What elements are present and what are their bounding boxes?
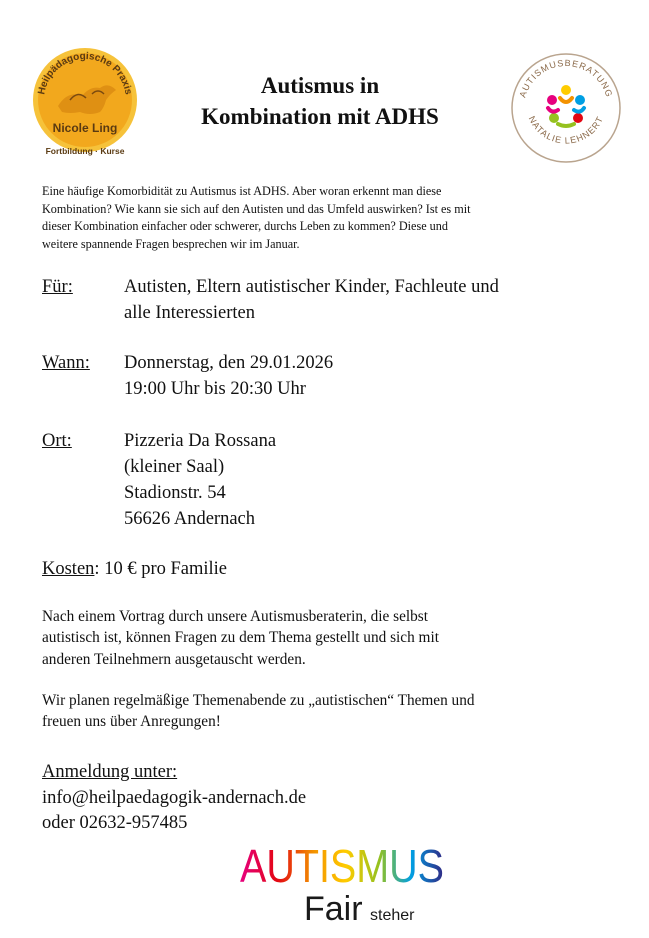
cost-row: Kosten: 10 € pro Familie (42, 559, 227, 579)
intro-paragraph (42, 183, 612, 253)
description-line: anderen Teilnehmern ausgetauscht werden. (42, 650, 306, 668)
contact-block (42, 760, 306, 837)
logo-word-fair: Fair (304, 890, 363, 928)
praxis-logo (30, 42, 140, 162)
date-line: Donnerstag, den 29.01.2026 (124, 353, 334, 373)
cost-label: Kosten (42, 559, 95, 579)
contact-heading: Anmeldung unter: (42, 762, 178, 782)
title-line-1: Autismus in (260, 73, 380, 98)
contact-email[interactable]: info@heilpaedagogik-andernach.de (42, 787, 307, 808)
date-label: Wann: (42, 353, 90, 373)
description-line: Nach einem Vortrag durch unsere Autismusberaterin, die selbst (42, 608, 429, 625)
logo-word-steher: steher (370, 907, 415, 924)
intro-line: weitere spannende Fragen besprechen wir im Januar. (42, 236, 300, 251)
description-line: autistisch ist, können Fragen zu dem Thema gestellt und sich mit (42, 629, 439, 647)
location-line: Stadionstr. 54 (124, 483, 226, 503)
audience-line: alle Interessierten (124, 303, 255, 323)
praxis-logo-bottom-text: Fortbildung · Kurse (45, 146, 125, 156)
praxis-logo-name: Nicole Ling (52, 121, 118, 135)
audience-value (124, 274, 614, 326)
audience-line: Autisten, Eltern autistischer Kinder, Fachleute und (124, 277, 499, 297)
praxis-logo-top-text: Heilpädagogische Praxis (36, 50, 134, 96)
description-paragraph (42, 606, 612, 670)
intro-line: dieser Kombination einfacher oder schwerer, durchs Leben zu kommen? Diese und (42, 219, 448, 233)
audience-label: Für: (42, 277, 73, 297)
location-label: Ort: (42, 431, 72, 451)
cost-value: 10 € pro Familie (104, 559, 227, 579)
plans-line: Wir planen regelmäßige Themenabende zu „autistischen“ Themen und (42, 692, 475, 709)
location-line: 56626 Andernach (124, 509, 256, 529)
plans-line: freuen uns über Anregungen! (42, 713, 221, 731)
contact-phone: oder 02632-957485 (42, 813, 188, 833)
autismus-fairsteher-logo (238, 838, 448, 928)
intro-line: Kombination? Wie kann sie sich auf den Autisten und das Umfeld auswirken? Ist es mit (42, 201, 471, 216)
intro-line: Eine häufige Komorbidität zu Autismus ist ADHS. Aber woran erkennt man diese (42, 184, 442, 198)
beratung-logo-top-text: AUTISMUSBERATUNG (517, 57, 615, 99)
location-line: (kleiner Saal) (124, 457, 225, 477)
page-title (150, 70, 490, 132)
beratung-logo-bottom-text: NATALIE LEHNERT (526, 114, 606, 146)
plans-paragraph (42, 690, 612, 733)
location-value (124, 428, 614, 532)
title-line-2: Kombination mit ADHS (201, 104, 439, 129)
time-line: 19:00 Uhr bis 20:30 Uhr (124, 379, 306, 399)
autismusberatung-logo (508, 50, 624, 166)
date-value (124, 350, 614, 402)
logo-word-autismus: AUTISMUS (240, 840, 444, 892)
location-line: Pizzeria Da Rossana (124, 431, 277, 451)
